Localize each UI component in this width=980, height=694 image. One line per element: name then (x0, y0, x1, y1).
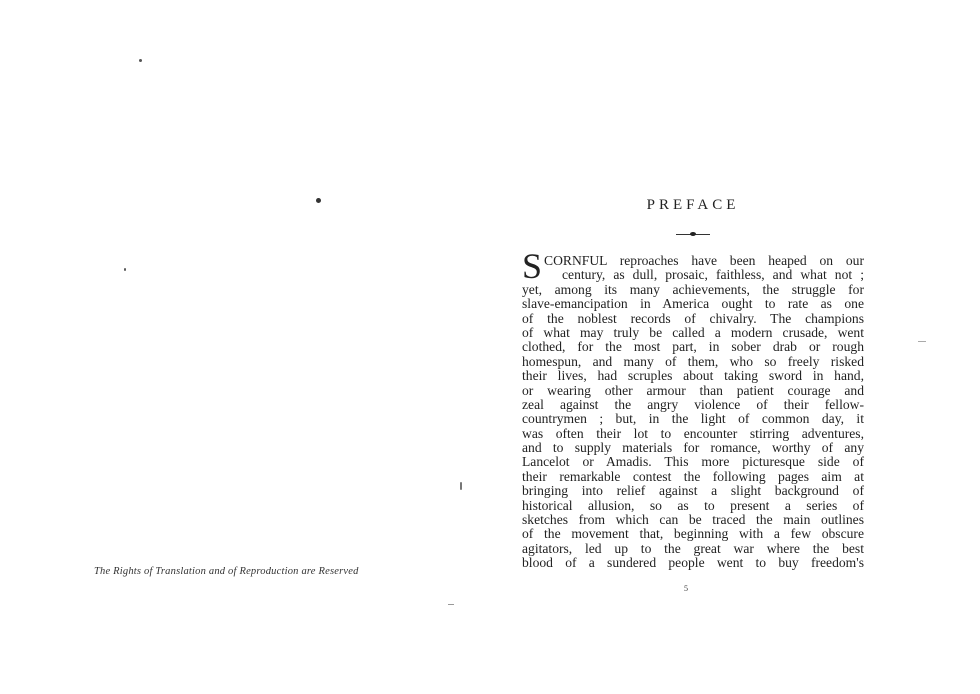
scan-speck (918, 341, 926, 342)
page-title: PREFACE (646, 197, 740, 213)
text-line: was often their lot to encounter stirring adventures, (522, 425, 864, 441)
text-line: or wearing other armour than patient courage and (522, 382, 864, 398)
text-line: clothed, for the most part, in sober drab or rough (522, 339, 864, 355)
text-line: CORNFUL reproaches have been heaped on our (544, 253, 864, 268)
scan-speck (448, 604, 454, 605)
ornament-dot (690, 232, 696, 236)
text-line: their lives, had scruples about taking sword in hand, (522, 368, 864, 384)
scan-speck (316, 198, 321, 203)
text-line: and to supply materials for romance, worthy of any (522, 440, 864, 456)
page-number: 5 (684, 584, 688, 593)
text-line: yet, among its many achievements, the struggle for (522, 281, 864, 297)
preface-text (522, 254, 864, 571)
scan-speck (460, 482, 462, 490)
text-line: blood of a sundered people went to buy freedom's (522, 555, 864, 571)
text-line: of the noblest records of chivalry. The champions (522, 310, 864, 326)
text-line: Lancelot or Amadis. This more picturesque side of (522, 454, 864, 470)
text-line: historical allusion, so as to present a series of (522, 497, 864, 513)
text-line: slave-emancipation in America ought to rate as one (522, 296, 864, 312)
text-line: bringing into relief against a slight background of (522, 483, 864, 499)
text-line: countrymen ; but, in the light of common day, it (522, 411, 864, 427)
scan-speck (124, 268, 126, 271)
text-line: their remarkable contest the following pages aim at (522, 468, 864, 484)
text-line: of the movement that, beginning with a few obscure (522, 526, 864, 542)
drop-cap: S (522, 246, 543, 286)
text-line: agitators, led up to the great war where the best (522, 540, 864, 556)
text-line: homespun, and many of them, who so freely risked (522, 353, 864, 369)
text-line: sketches from which can be traced the main outlines (522, 512, 864, 528)
rights-notice: The Rights of Translation and of Reproduction are Reserved (94, 566, 359, 577)
text-line: century, as dull, prosaic, faithless, and what not ; (562, 267, 864, 283)
ornament-divider (676, 231, 710, 237)
text-line: of what may truly be called a modern crusade, went (522, 324, 864, 340)
scan-speck (139, 59, 142, 62)
text-line: zeal against the angry violence of their fellow- (522, 396, 864, 412)
